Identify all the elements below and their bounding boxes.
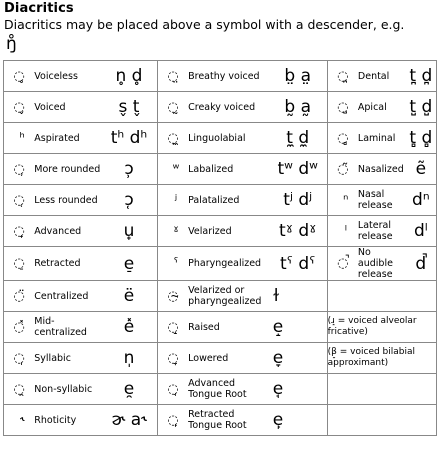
diacritic-name: Less rounded: [34, 185, 101, 216]
diacritic-example: t̼ d̼: [269, 123, 327, 154]
diacritic-name: Raised: [188, 312, 269, 343]
diacritic-symbol: ʰ: [4, 123, 35, 154]
diacritic-symbol: ◌̯: [4, 374, 35, 405]
diacritic-name: Mid-centralized: [34, 312, 101, 343]
diacritic-symbol: ◌̝: [157, 312, 188, 343]
diacritic-example: e̠: [101, 247, 157, 281]
diacritic-example: tʲ dʲ: [269, 185, 327, 216]
diacritic-symbol: ◌̘: [157, 374, 188, 405]
diacritic-example: ɔ̹: [101, 154, 157, 185]
diacritic-example: u̟: [101, 216, 157, 247]
diacritic-name: Advanced: [34, 216, 101, 247]
diacritic-name: Non-syllabic: [34, 374, 101, 405]
diacritic-name: Nasal release: [358, 185, 406, 216]
diacritic-example: n̩: [101, 343, 157, 374]
diacritic-name: Lateral release: [358, 216, 406, 247]
diacritic-name: Velarized or pharyngealized: [188, 281, 269, 312]
diacritic-example: e̞: [269, 343, 327, 374]
diacritic-row: [4, 216, 437, 247]
diacritic-example: ɔ̜: [101, 185, 157, 216]
diacritic-symbol: ◌̟: [4, 216, 35, 247]
diacritic-symbol: ˠ: [157, 216, 188, 247]
diacritic-name: Pharyngealized: [188, 247, 269, 281]
diacritic-example: e̝: [269, 312, 327, 343]
diacritic-row: [4, 123, 437, 154]
diacritic-row: [4, 312, 437, 343]
diacritic-symbol: ◌̬: [4, 92, 35, 123]
diacritic-symbol: ◌̰: [157, 92, 188, 123]
diacritic-note: [327, 281, 436, 312]
diacritic-example: tʰ dʰ: [101, 123, 157, 154]
diacritic-symbol: ◌̜: [4, 185, 35, 216]
diacritic-example: ɫ: [269, 281, 327, 312]
diacritic-symbol: ⁿ: [327, 185, 358, 216]
diacritic-name: Lowered: [188, 343, 269, 374]
diacritic-name: Advanced Tongue Root: [188, 374, 269, 405]
diacritic-name: Retracted Tongue Root: [188, 405, 269, 436]
diacritic-name: Laminal: [358, 123, 406, 154]
diacritic-example: d̚: [406, 247, 437, 281]
diacritic-name: Centralized: [34, 281, 101, 312]
diacritic-example: t̺ d̺: [406, 92, 437, 123]
diacritic-symbol: ◌̚: [327, 247, 358, 281]
diacritic-example: s̬ t̬: [101, 92, 157, 123]
diacritic-example: ɚ a˞: [101, 405, 157, 436]
diacritic-example: tʷ dʷ: [269, 154, 327, 185]
diacritic-example: t̻ d̻: [406, 123, 437, 154]
diacritic-name: Breathy voiced: [188, 61, 269, 92]
diacritic-example: e̙: [269, 405, 327, 436]
diacritic-symbol: ◌̠: [4, 247, 35, 281]
diacritic-row: [4, 154, 437, 185]
diacritic-row: [4, 61, 437, 92]
diacritic-name: Dental: [358, 61, 406, 92]
diacritic-symbol: ◌̻: [327, 123, 358, 154]
diacritic-example: dⁿ: [406, 185, 437, 216]
diacritic-name: Retracted: [34, 247, 101, 281]
diacritic-example: e̯: [101, 374, 157, 405]
diacritic-example: tˤ dˤ: [269, 247, 327, 281]
page-subtitle: Diacritics may be placed above a symbol with a descender, e.g.: [4, 17, 405, 32]
diacritic-note: [327, 374, 436, 405]
diacritic-example: n̥ d̥: [101, 61, 157, 92]
diacritic-example: e̘: [269, 374, 327, 405]
diacritic-name: Rhoticity: [34, 405, 101, 436]
diacritic-symbol: ◌̈: [4, 281, 35, 312]
diacritic-example: e̽: [101, 312, 157, 343]
diacritic-symbol: ◌̪: [327, 61, 358, 92]
diacritic-row: [4, 343, 437, 374]
diacritic-row: [4, 247, 437, 281]
diacritic-example: t̪ d̪: [406, 61, 437, 92]
diacritic-name: More rounded: [34, 154, 101, 185]
diacritic-example: b̤ a̤: [269, 61, 327, 92]
diacritic-row: [4, 185, 437, 216]
diacritic-example: ë: [101, 281, 157, 312]
diacritic-name: Creaky voiced: [188, 92, 269, 123]
diacritic-symbol: ◌̴: [157, 281, 188, 312]
diacritic-row: [4, 281, 437, 312]
diacritics-table: [3, 60, 437, 436]
diacritic-note: (β̞ = voiced bilabial approximant): [327, 343, 436, 374]
diacritic-name: Voiceless: [34, 61, 101, 92]
diacritic-symbol: ˤ: [157, 247, 188, 281]
diacritic-symbol: ˞: [4, 405, 35, 436]
diacritic-symbol: ◌̃: [327, 154, 358, 185]
diacritic-symbol: ◌̥: [4, 61, 35, 92]
diacritic-name: Nasalized: [358, 154, 406, 185]
diacritic-name: Apical: [358, 92, 406, 123]
diacritic-example: ẽ: [406, 154, 437, 185]
diacritic-name: No audible release: [358, 247, 406, 281]
diacritic-row: [4, 405, 437, 436]
diacritic-symbol: ◌̤: [157, 61, 188, 92]
diacritic-example: b̰ a̰: [269, 92, 327, 123]
diacritic-symbol: ◌̹: [4, 154, 35, 185]
diacritic-symbol: ◌̙: [157, 405, 188, 436]
diacritic-example: dˡ: [406, 216, 437, 247]
descender-example: ŋ̊: [6, 34, 17, 54]
diacritic-symbol: ˡ: [327, 216, 358, 247]
diacritic-symbol: ◌̞: [157, 343, 188, 374]
diacritic-name: Linguolabial: [188, 123, 269, 154]
page-title: Diacritics: [4, 1, 74, 16]
diacritic-name: Labalized: [188, 154, 269, 185]
diacritic-symbol: ◌̼: [157, 123, 188, 154]
diacritic-symbol: ʲ: [157, 185, 188, 216]
diacritic-name: Voiced: [34, 92, 101, 123]
diacritic-name: Velarized: [188, 216, 269, 247]
diacritic-symbol: ʷ: [157, 154, 188, 185]
diacritic-example: tˠ dˠ: [269, 216, 327, 247]
diacritic-note: [327, 405, 436, 436]
diacritic-note: (ɹ̝ = voiced alveolar fricative): [327, 312, 436, 343]
diacritic-name: Palatalized: [188, 185, 269, 216]
diacritic-name: Syllabic: [34, 343, 101, 374]
diacritic-symbol: ◌̽: [4, 312, 35, 343]
diacritic-symbol: ◌̩: [4, 343, 35, 374]
diacritic-row: [4, 374, 437, 405]
diacritic-name: Aspirated: [34, 123, 101, 154]
diacritic-row: [4, 92, 437, 123]
diacritic-symbol: ◌̺: [327, 92, 358, 123]
